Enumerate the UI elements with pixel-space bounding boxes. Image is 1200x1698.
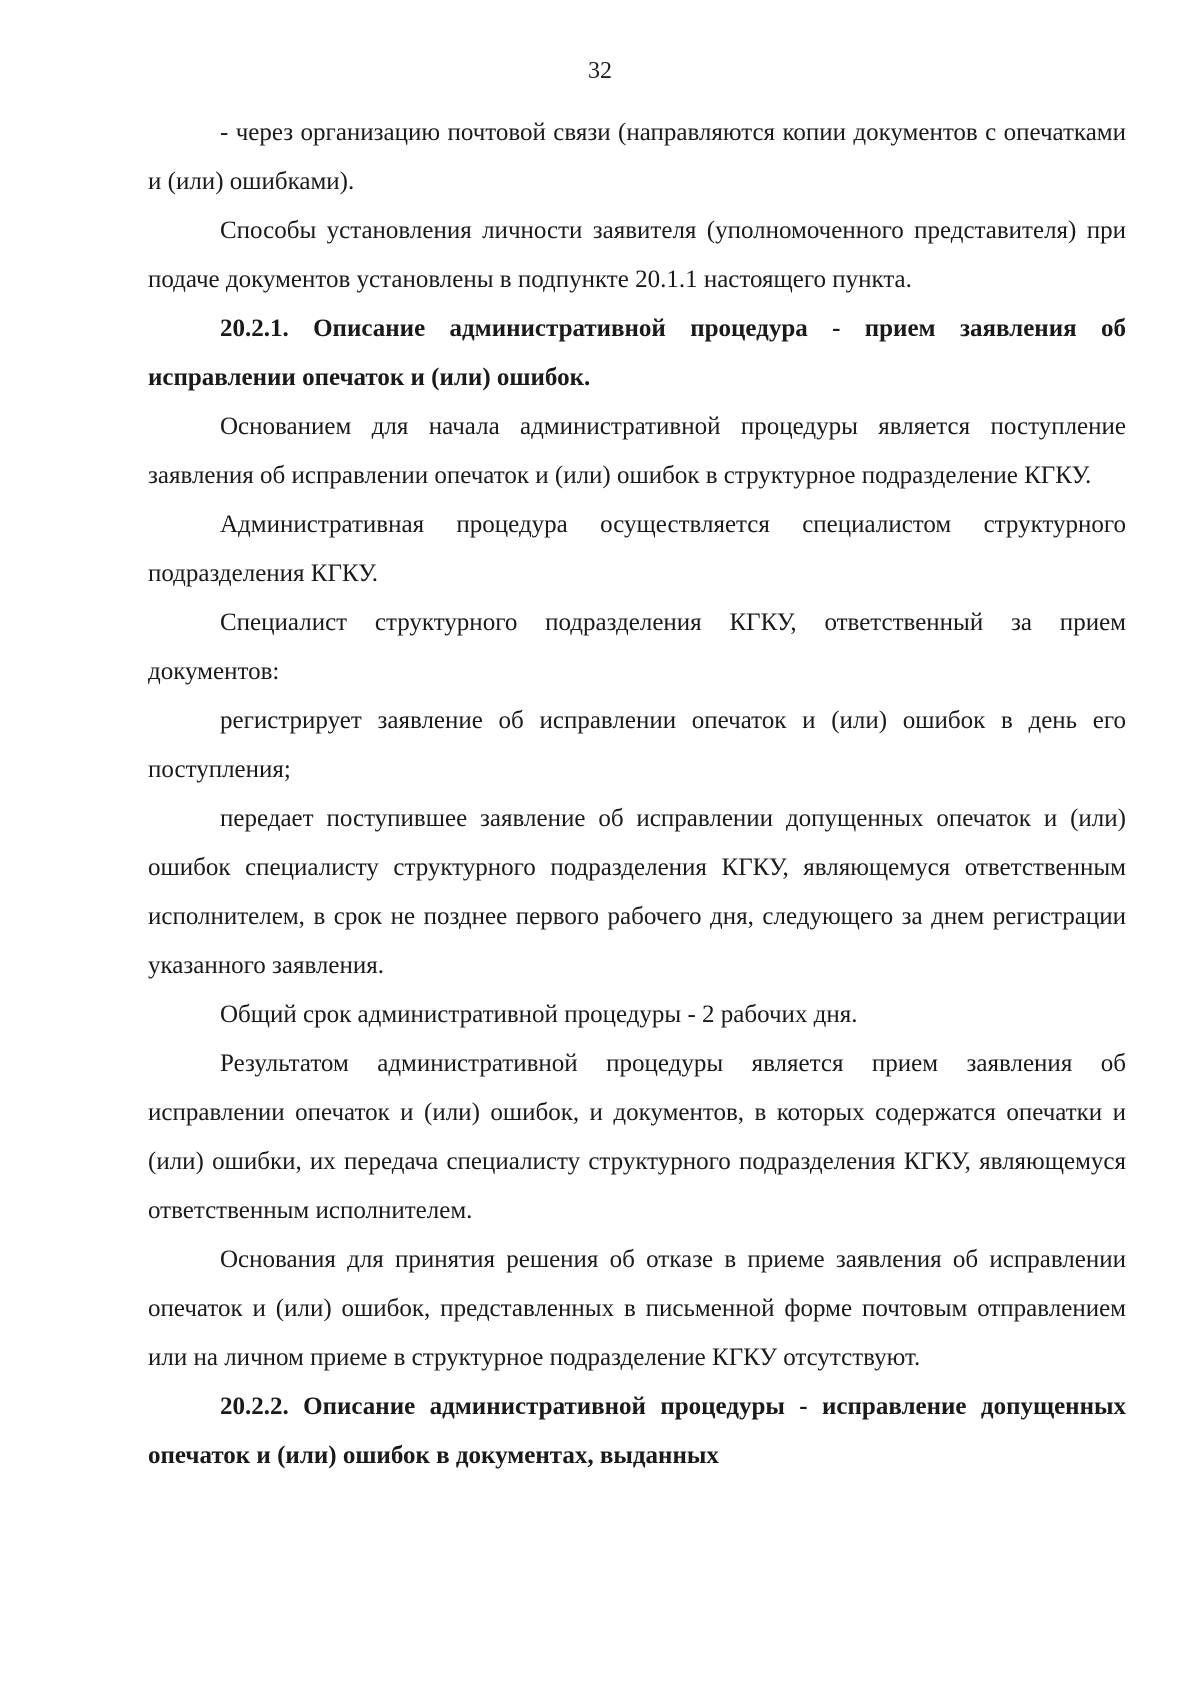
paragraph-specialist-intro: Специалист структурного подразделения КГКУ, ответственный за прием документов:: [148, 609, 1126, 685]
paragraph-refusal-grounds: Основания для принятия решения об отказе в приеме заявления об исправлении опечаток и (или) ошибок, представленных в письменной форме почтовым отправлением или на личном приеме в структурное подразделение КГКУ отсутствуют.: [148, 1246, 1126, 1371]
paragraph-transfers-application: передает поступившее заявление об исправлении допущенных опечаток и (или) ошибок специалисту структурного подразделения КГКУ, являющемуся ответственным исполнителем, в срок не позднее первого рабочего дня, следующего за днем регистрации указанного заявления.: [148, 805, 1126, 979]
paragraph-procedure-basis: Основанием для начала административной процедуры является поступление заявления об исправлении опечаток и (или) ошибок в структурное подразделение КГКУ.: [148, 413, 1126, 489]
paragraph-total-term: Общий срок административной процедуры - 2 рабочих дня.: [220, 1001, 858, 1028]
paragraph-postal-channel: - через организацию почтовой связи (направляются копии документов с опечатками и (или) ошибками).: [148, 119, 1126, 195]
page-number: 32: [588, 58, 612, 84]
section-heading-20-2-2: 20.2.2. Описание административной процедуры - исправление допущенных опечаток и (или) ошибок в документах, выданных: [148, 1393, 1126, 1469]
paragraph-registers-application: регистрирует заявление об исправлении опечаток и (или) ошибок в день его поступления;: [148, 707, 1126, 783]
section-heading-20-2-1: 20.2.1. Описание административной процедура - прием заявления об исправлении опечаток и (или) ошибок.: [148, 315, 1126, 391]
document-body: [148, 108, 1126, 1480]
paragraph-identity-methods: Способы установления личности заявителя (уполномоченного представителя) при подаче документов установлены в подпункте 20.1.1 настоящего пункта.: [148, 217, 1126, 293]
paragraph-procedure-executor: Административная процедура осуществляется специалистом структурного подразделения КГКУ.: [148, 511, 1126, 587]
paragraph-procedure-result: Результатом административной процедуры является прием заявления об исправлении опечаток и (или) ошибок, и документов, в которых содержатся опечатки и (или) ошибки, их передача специалисту структурного подразделения КГКУ, являющемуся ответственным исполнителем.: [148, 1050, 1126, 1224]
